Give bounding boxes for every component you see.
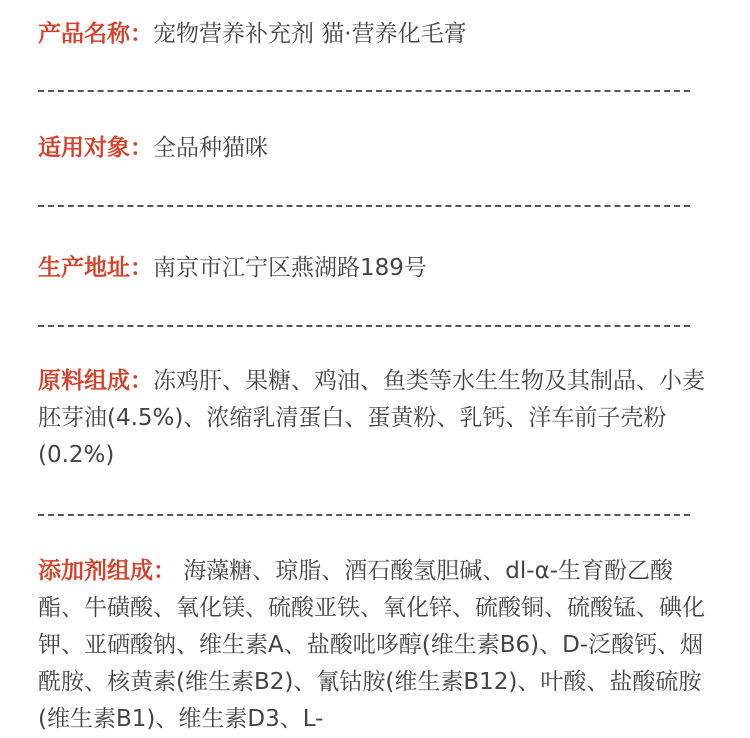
ingredients-value: 冻鸡肝、果糖、鸡油、鱼类等水生生物及其制品、小麦胚芽油(4.5%)、浓缩乳清蛋白、蛋黄粉、乳钙、洋车前子壳粉(0.2%) — [38, 368, 705, 468]
production-address-label: 生产地址： — [38, 255, 153, 281]
divider — [38, 514, 690, 516]
divider — [38, 325, 690, 327]
product-name-field — [38, 16, 708, 53]
ingredients-field — [38, 363, 708, 474]
divider — [38, 205, 690, 207]
additives-value: 海藻糖、琼脂、酒石酸氢胆碱、dl-α-生育酚乙酸酯、牛磺酸、氧化镁、硫酸亚铁、氧化锌、硫酸铜、硫酸锰、碘化钾、亚硒酸钠、维生素A、盐酸吡哆醇(维生素B6)、D-泛酸钙、烟酰胺、核黄素(维生素B2)、氰钴胺(维生素B12)、叶酸、盐酸硫胺(维生素B1)、维生素D3、L- — [38, 558, 705, 732]
additives-field — [38, 553, 708, 738]
applicable-target-label: 适用对象： — [38, 135, 153, 161]
product-name-label: 产品名称： — [38, 21, 153, 47]
production-address-field — [38, 250, 708, 287]
divider — [38, 90, 690, 92]
applicable-target-value: 全品种猫咪 — [153, 135, 268, 161]
ingredients-label: 原料组成： — [38, 368, 153, 394]
additives-label: 添加剂组成： — [38, 558, 176, 584]
applicable-target-field — [38, 130, 708, 167]
product-name-value: 宠物营养补充剂 猫·营养化毛膏 — [153, 21, 467, 47]
production-address-value: 南京市江宁区燕湖路189号 — [153, 255, 427, 281]
